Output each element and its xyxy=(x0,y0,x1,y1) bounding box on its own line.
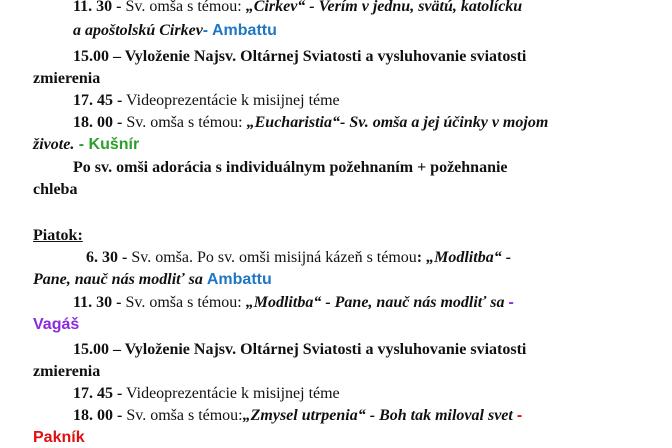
friday-mass-1800-line1 xyxy=(73,406,522,426)
mass-prefix: Sv. omša s témou: xyxy=(121,0,246,15)
time: 18. 00 - xyxy=(73,114,123,131)
mass-prefix: Sv. omša s témou: xyxy=(122,407,243,424)
friday-heading: Piatok: xyxy=(33,227,83,244)
mass-prefix: Sv. omša s témou: xyxy=(122,114,247,131)
time: 18. 00 - xyxy=(73,407,123,424)
priest-name: Pakník xyxy=(33,429,85,446)
friday-mass-1130-line2 xyxy=(33,315,79,335)
friday-mass-0630-line2 xyxy=(33,270,272,290)
mass-theme: „Modlitba“ - Pane, nauč nás modliť sa xyxy=(245,294,509,311)
friday-video-line xyxy=(73,384,340,404)
time: 11. 30 - xyxy=(73,294,122,311)
time: 17. 45 - xyxy=(73,385,123,402)
time: 17. 45 - xyxy=(73,92,123,109)
priest-name: Kušnír xyxy=(88,136,140,153)
priest-name: Ambattu xyxy=(206,271,272,288)
thursday-exposition-line1: 15.00 – Vyloženie Najsv. Oltárnej Sviatosti a vysluhovanie sviatosti xyxy=(73,48,527,65)
thursday-adoration-line1: Po sv. omši adorácia s individuálnym požehnaním + požehnanie xyxy=(73,159,508,176)
friday-mass-1800-line2 xyxy=(33,428,85,448)
priest-name: Vagáš xyxy=(33,316,80,333)
priest-name: Ambattu xyxy=(211,22,277,39)
friday-mass-0630-line1 xyxy=(86,248,511,268)
thursday-mass-1800-line1 xyxy=(73,113,548,133)
mass-theme: „Zmysel utrpenia“ - Boh tak miloval svet xyxy=(242,407,517,424)
video-text: Videoprezentácie k misijnej téme xyxy=(122,385,340,402)
mass-theme: „Cirkev“ - Verím v jednu, svätú, katolícku xyxy=(245,0,523,15)
mass-theme-cont: živote. xyxy=(33,136,75,153)
dash: - xyxy=(74,136,89,153)
thursday-mass-1130-line2 xyxy=(73,21,277,41)
mass-prefix: Sv. omša s témou: xyxy=(121,294,246,311)
dash: - xyxy=(516,407,523,424)
time: 11. 30 - xyxy=(73,0,122,15)
mass-theme-cont: a apoštolskú Cirkev xyxy=(73,22,203,39)
thursday-adoration-line2: chleba xyxy=(33,181,78,198)
dash: - xyxy=(202,22,212,39)
thursday-exposition-line2: zmierenia xyxy=(33,70,101,87)
thursday-video-line xyxy=(73,91,340,111)
dash: - xyxy=(508,294,514,311)
mass-theme-cont: Pane, nauč nás modliť sa xyxy=(33,271,207,288)
mass-theme: „Modlitba“ - xyxy=(422,249,512,266)
thursday-mass-1130-line1 xyxy=(73,0,522,17)
friday-mass-1130-line1 xyxy=(73,293,514,313)
mass-text: Sv. omša. Po sv. omši misijná kázeň s témou xyxy=(127,249,417,266)
colon: : xyxy=(416,249,423,266)
mass-theme: „Eucharistia“- Sv. omša a jej účinky v mojom xyxy=(246,114,549,131)
friday-exposition-line2: zmierenia xyxy=(33,363,101,380)
video-text: Videoprezentácie k misijnej téme xyxy=(122,92,340,109)
friday-exposition-line1: 15.00 – Vyloženie Najsv. Oltárnej Sviatosti a vysluhovanie sviatosti xyxy=(73,341,527,358)
thursday-mass-1800-line2 xyxy=(33,135,139,155)
time: 6. 30 - xyxy=(86,249,128,266)
